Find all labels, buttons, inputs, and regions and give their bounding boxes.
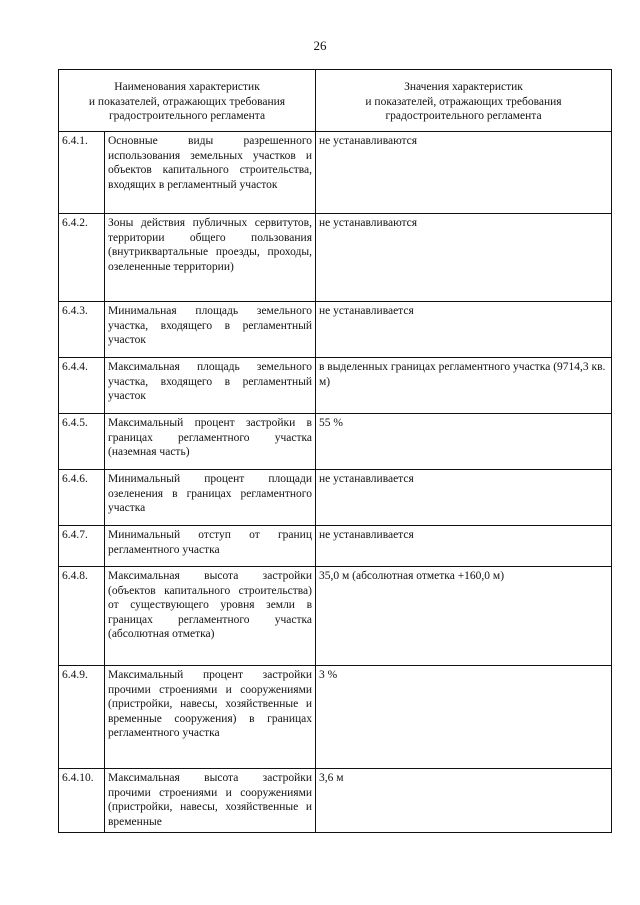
header-value-column	[316, 70, 612, 132]
row-number: 6.4.8.	[59, 567, 105, 666]
row-number: 6.4.5.	[59, 414, 105, 470]
row-number: 6.4.9.	[59, 666, 105, 769]
row-number: 6.4.7.	[59, 526, 105, 567]
table-row	[59, 666, 612, 769]
header-name-line: градостроительного регламента	[108, 110, 266, 122]
row-characteristic: Максимальный процент застройки в границах регламентного участка (наземная часть)	[105, 414, 316, 470]
row-value: не устанавливается	[316, 470, 612, 526]
regulation-table	[58, 69, 612, 833]
row-characteristic: Максимальный процент застройки прочими строениями и сооружениями (пристройки, навесы, хозяйственные и временные сооружения) в границах регламентного участка	[105, 666, 316, 769]
row-value: в выделенных границах регламентного участка (9714,3 кв. м)	[316, 358, 612, 414]
row-characteristic: Минимальный процент площади озеленения в границах регламентного участка	[105, 470, 316, 526]
table-row	[59, 214, 612, 302]
row-characteristic: Основные виды разрешенного использования земельных участков и объектов капитального строительства, входящих в регламентный участок	[105, 132, 316, 214]
row-value: не устанавливаются	[316, 132, 612, 214]
row-value: не устанавливается	[316, 526, 612, 567]
table-header-row	[59, 70, 612, 132]
row-characteristic: Зоны действия публичных сервитутов, территории общего пользования (внутриквартальные проезды, проходы, озелененные территории)	[105, 214, 316, 302]
row-characteristic: Максимальная высота застройки (объектов капитального строительства) от существующего уровня земли в границах регламентного участка (абсолютная отметка)	[105, 567, 316, 666]
row-value: не устанавливаются	[316, 214, 612, 302]
row-characteristic: Минимальный отступ от границ регламентного участка	[105, 526, 316, 567]
table-row	[59, 414, 612, 470]
table-row	[59, 132, 612, 214]
table-row	[59, 470, 612, 526]
table-row	[59, 358, 612, 414]
row-value: не устанавливается	[316, 302, 612, 358]
row-number: 6.4.2.	[59, 214, 105, 302]
header-name-line: и показателей, отражающих требования	[88, 95, 286, 108]
header-name-line: Наименования характеристик	[114, 81, 260, 93]
row-number: 6.4.3.	[59, 302, 105, 358]
header-value-line: и показателей, отражающих требования	[365, 95, 562, 108]
row-value: 35,0 м (абсолютная отметка +160,0 м)	[316, 567, 612, 666]
header-name-column	[59, 70, 316, 132]
page-number: 26	[313, 38, 327, 53]
row-value: 3 %	[316, 666, 612, 769]
row-number: 6.4.4.	[59, 358, 105, 414]
header-value-line: градостроительного регламента	[385, 110, 542, 122]
row-number: 6.4.10.	[59, 769, 105, 833]
row-characteristic: Максимальная площадь земельного участка, входящего в регламентный участок	[105, 358, 316, 414]
table-row	[59, 302, 612, 358]
row-number: 6.4.1.	[59, 132, 105, 214]
row-number: 6.4.6.	[59, 470, 105, 526]
row-value: 3,6 м	[316, 769, 612, 833]
table-row	[59, 526, 612, 567]
row-value: 55 %	[316, 414, 612, 470]
table-row	[59, 769, 612, 833]
row-characteristic: Минимальная площадь земельного участка, входящего в регламентный участок	[105, 302, 316, 358]
table-row	[59, 567, 612, 666]
row-characteristic: Максимальная высота застройки прочими строениями и сооружениями (пристройки, навесы, хозяйственные и временные	[105, 769, 316, 833]
header-value-line: Значения характеристик	[404, 81, 523, 93]
